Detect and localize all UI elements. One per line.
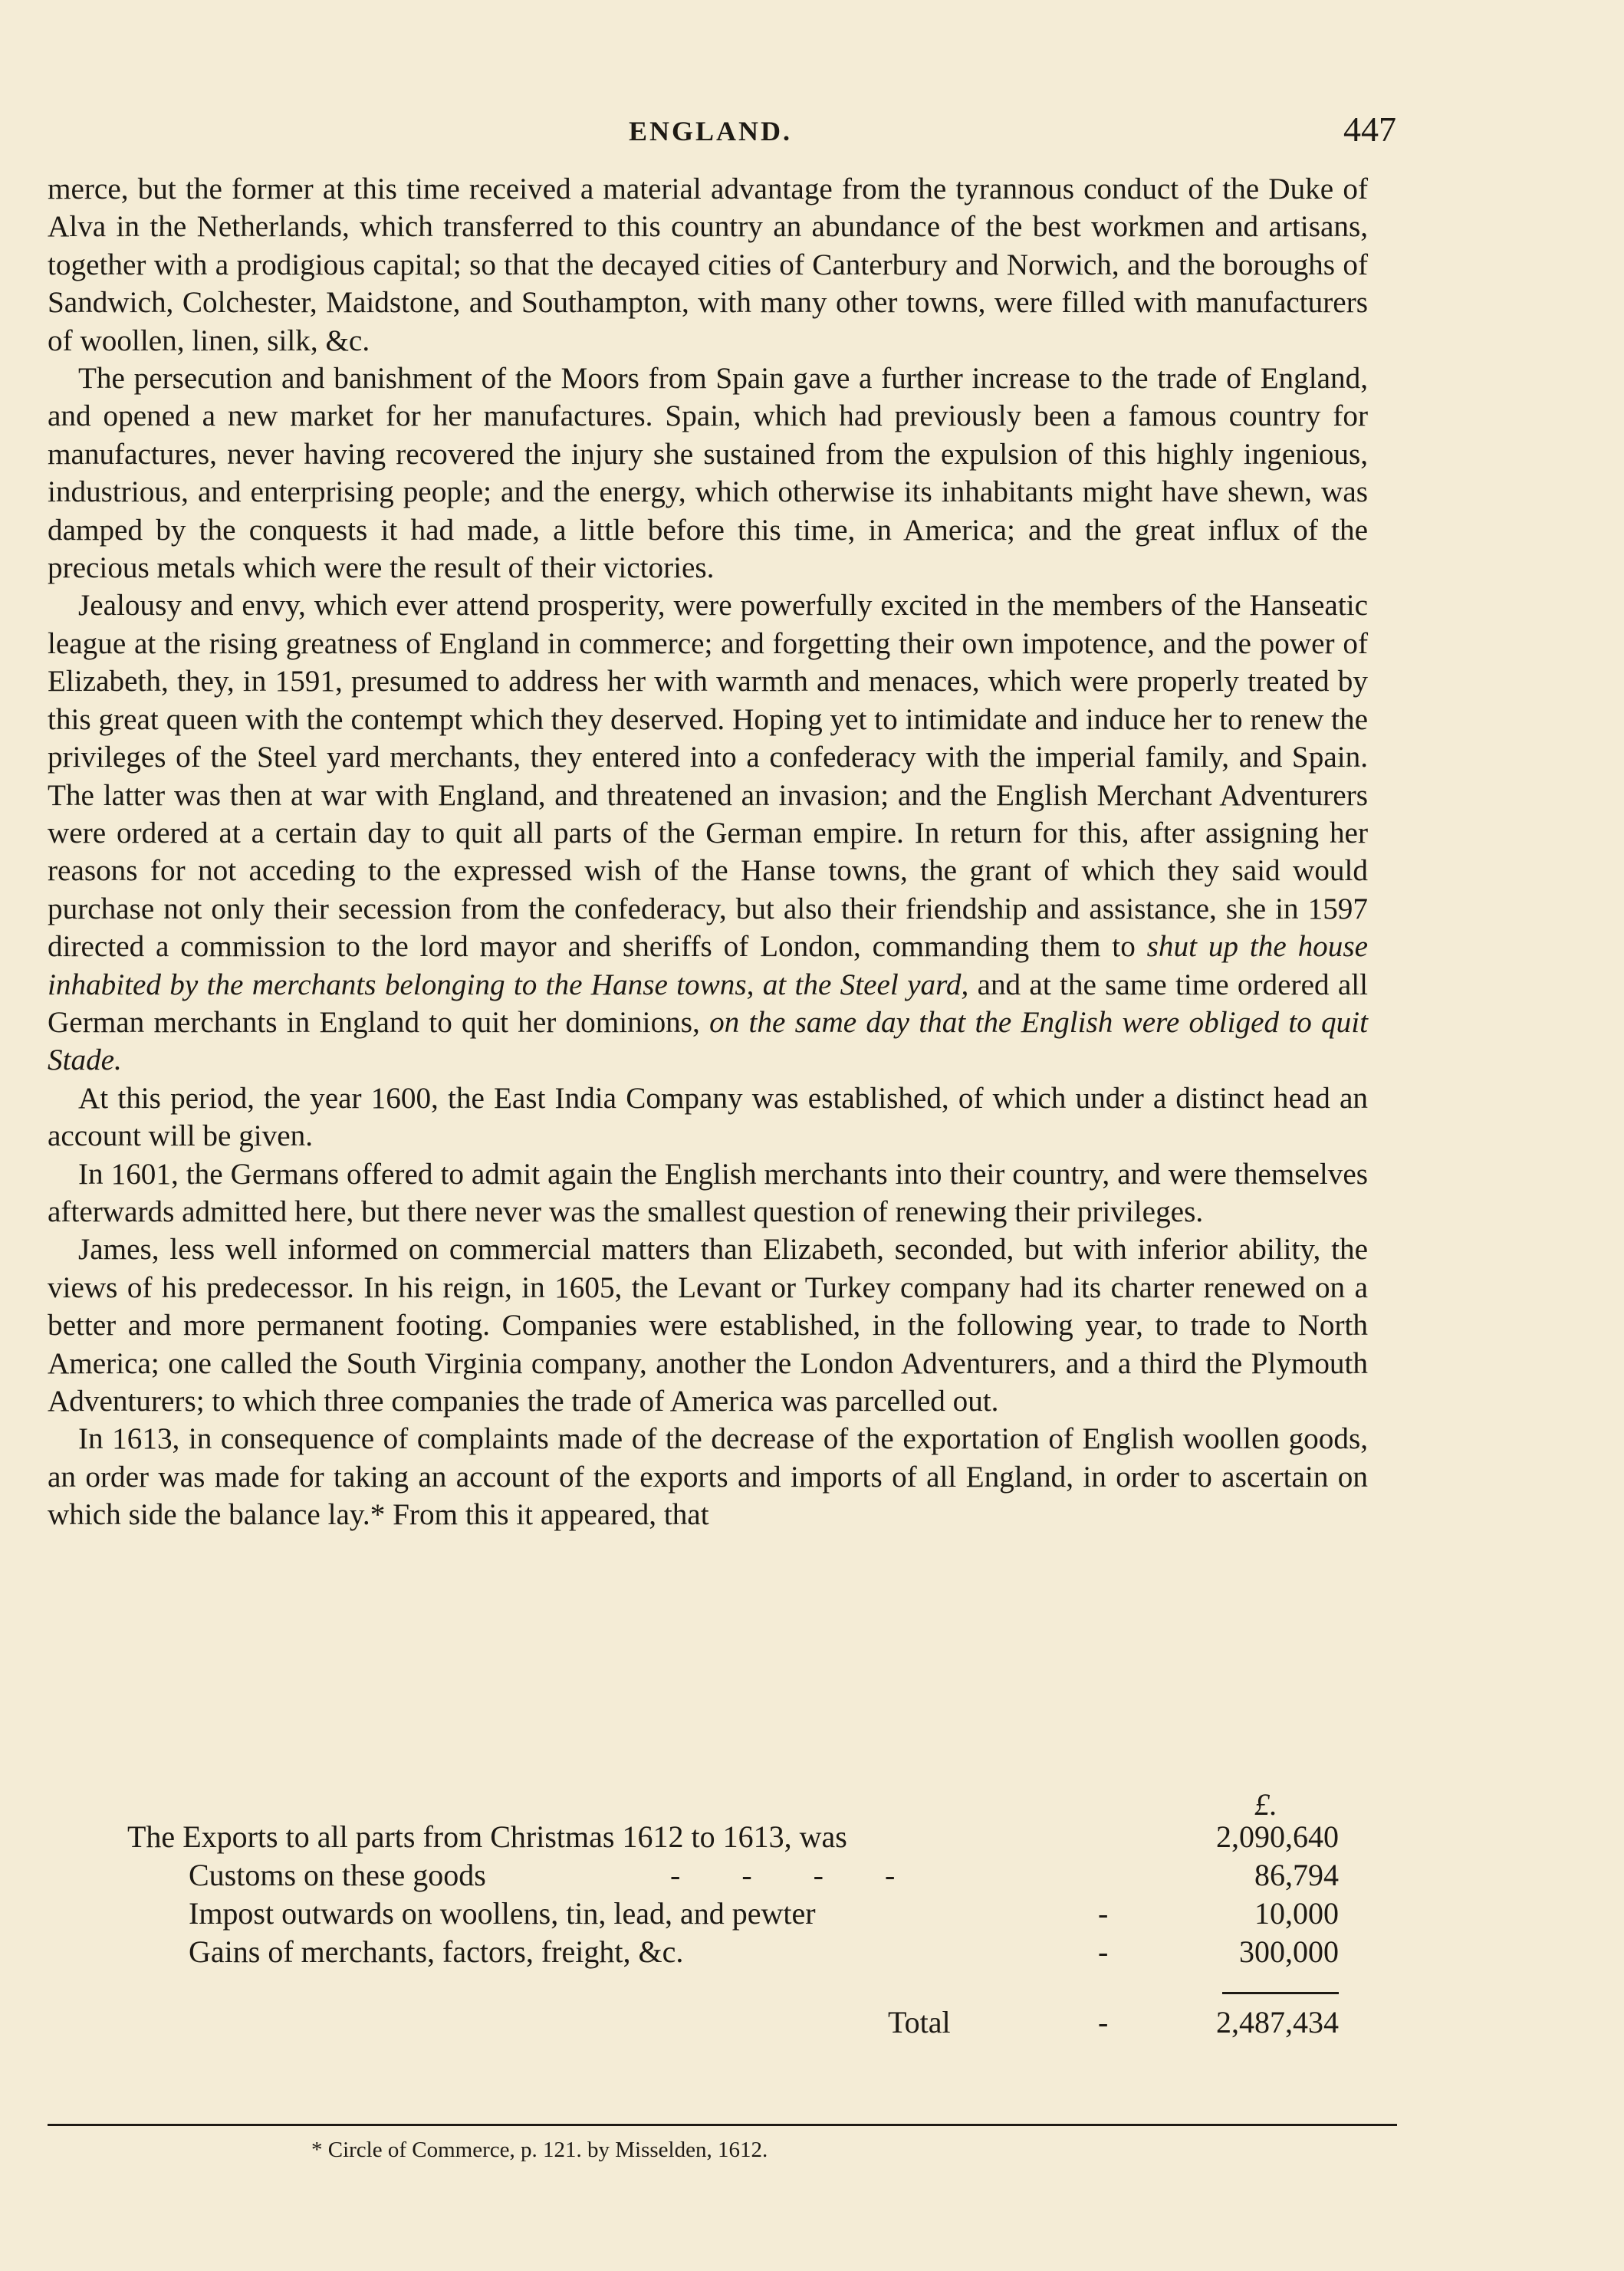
- table-row: [0, 1895, 1624, 1934]
- total-label: Total: [888, 2005, 951, 2039]
- page-number: 447: [1343, 110, 1396, 149]
- paragraph-hanseatic-text: Jealousy and envy, which ever attend prosperity, were powerfully excited in the members of the Hanseatic league at the rising greatness of England in commerce; and forgetting their own impotence, and the power of Elizabeth, they, in 1591, presumed to address her with warmth and menaces, which were properly treated by this great queen with the contempt which they deserved. Hoping yet to intimidate and induce her to renew the privileges of the Steel yard merchants, they entered into a confederacy with the imperial family, and Spain. The latter was then at war with England, and threatened an invasion; and the English Merchant Adventurers were ordered at a certain day to quit all parts of the German empire. In return for this, after assigning her reasons for not acceding to the expressed wish of the Hanse towns, the grant of which they said would purchase not only their secession from the confederacy, but also their friendship and assistance, she in 1597 directed a commission to the lord mayor and sheriffs of London, commanding them to: [48, 589, 1368, 964]
- exports-table: [0, 1786, 1624, 2093]
- italic-quote-steel-yard: shut up the house inhabited by the merchants belonging to the Hanse towns, at the Steel yard,: [48, 930, 1369, 1001]
- row-label: Gains of merchants, factors, freight, &c.: [189, 1934, 684, 1969]
- row-label: The Exports to all parts from Christmas 1612 to 1613, was: [127, 1819, 847, 1854]
- paragraph-james: James, less well informed on commercial matters than Elizabeth, seconded, but with inferior ability, the views of his predecessor. In his reign, in 1605, the Levant or Turkey company had its charter renewed on a better and more permanent footing. Companies were established, in the following year, to trade to North America; one called the South Virginia company, another the London Adventurers, and a third the Plymouth Adventurers; to which three companies the trade of America was parcelled out.: [48, 1233, 1368, 1418]
- row-amount: 10,000: [1254, 1896, 1339, 1931]
- total-amount: 2,487,434: [1216, 2005, 1339, 2039]
- table-row: [0, 1857, 1624, 1895]
- italic-quote-stade: on the same day that the English were obliged to quit Stade.: [48, 1005, 1369, 1077]
- currency-symbol: £.: [1254, 1787, 1277, 1822]
- row-leader-dashes: -: [1098, 1896, 1109, 1931]
- table-row: [0, 1819, 1624, 1857]
- footnote: * Circle of Commerce, p. 121. by Misselden, 1612.: [311, 2138, 768, 2162]
- sum-rule: [1222, 1992, 1339, 1994]
- footnote-divider: [48, 2124, 1397, 2126]
- running-head-title: ENGLAND.: [629, 116, 793, 146]
- paragraph-germans: In 1601, the Germans offered to admit again the English merchants into their country, and were themselves afterwards admitted here, but there never was the smallest question of renewing their privileges.: [48, 1157, 1368, 1228]
- paragraph-1613: In 1613, in consequence of complaints made of the decrease of the exportation of English woollen goods, an order was made for taking an account of the exports and imports of all England, in order to ascertain on which side the balance lay.* From this it appeared, that: [48, 1422, 1368, 1532]
- row-amount: 86,794: [1254, 1858, 1339, 1892]
- paragraph-hanseatic-mid: and at the same time ordered all German merchants in England to quit her dominions,: [48, 968, 1369, 1039]
- paragraph-continued: merce, but the former at this time received a material advantage from the tyrannous conduct of the Duke of Alva in the Netherlands, which transferred to this country an abundance of the best workmen and artisans, together with a prodigious capital; so that the decayed cities of Canterbury and Norwich, and the boroughs of Sandwich, Colchester, Maidstone, and Southampton, with many other towns, were filled with manufacturers of woollen, linen, silk, &c.: [48, 173, 1368, 357]
- row-label: Impost outwards on woollens, tin, lead, and pewter: [189, 1896, 816, 1931]
- paragraph-east-india: At this period, the year 1600, the East India Company was established, of which under a distinct head an account will be given.: [48, 1081, 1368, 1153]
- row-leader-dashes: - - - -: [670, 1858, 896, 1892]
- running-head: [0, 109, 1624, 155]
- row-amount: 2,090,640: [1216, 1819, 1339, 1854]
- row-amount: 300,000: [1239, 1934, 1339, 1969]
- row-leader-dashes: -: [1098, 1934, 1109, 1969]
- body-text: [48, 170, 1368, 1534]
- table-row: [0, 1934, 1624, 1972]
- total-leader-dash: -: [1098, 2005, 1109, 2039]
- paragraph-moors: The persecution and banishment of the Moors from Spain gave a further increase to the trade of England, and opened a new market for her manufactures. Spain, which had previously been a famous country for manufactures, never having recovered the injury she sustained from the expulsion of this highly ingenious, industrious, and enterprising people; and the energy, which otherwise its inhabitants might have shewn, was damped by the conquests it had made, a little before this time, in America; and the great influx of the precious metals which were the result of their victories.: [48, 362, 1368, 585]
- row-label: Customs on these goods: [189, 1858, 486, 1892]
- paragraph-hanseatic: [48, 587, 1368, 1079]
